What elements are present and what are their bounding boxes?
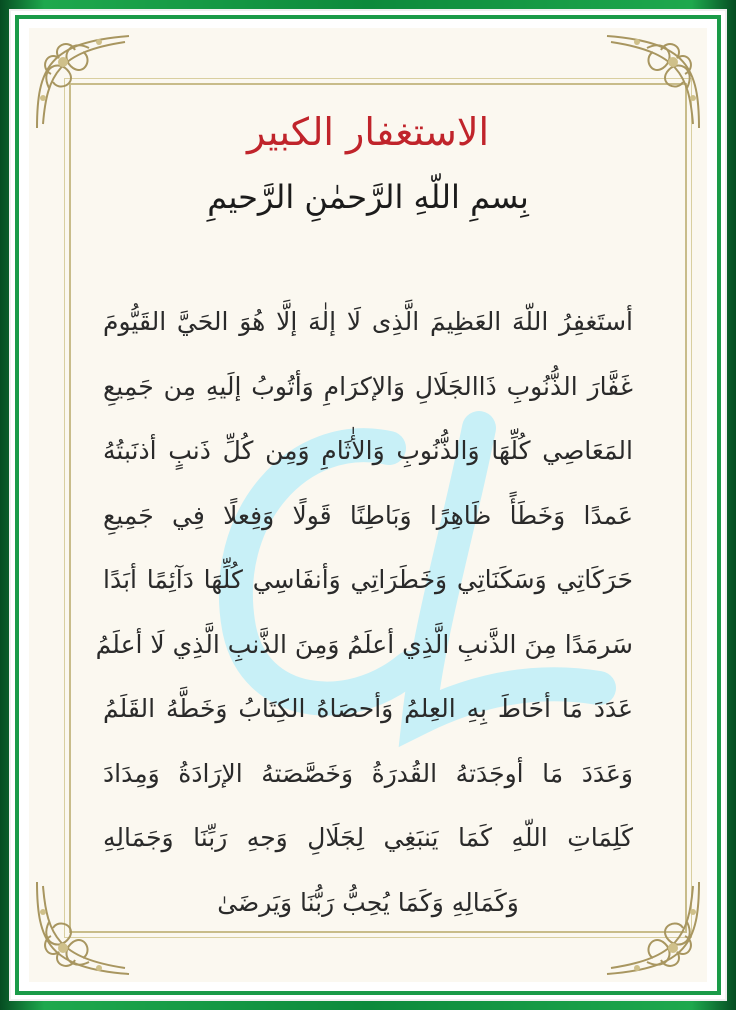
text-line: عَمدًا وَخَطَأً ظَاهِرًا وَبَاطِنًا قَولًا وَفِعلًا فِي جَمِيعِ	[103, 500, 633, 530]
page-title: الاستغفار الكبير	[246, 110, 490, 154]
basmala-heading: بِسمِ اللّهِ الرَّحمٰنِ الرَّحيمِ	[207, 178, 529, 216]
text-line: حَرَكَاتِي وَسَكَنَاتِي وَخَطَرَاتِي وَأنفَاسِي كُلِّهَا دَآئِمًا أبَدًا	[103, 565, 633, 594]
text-line: أستَغفِرُ اللّهَ العَظِيمَ الَّذِى لَا إلٰهَ إلَّا هُوَ الحَيَّ القَيُّومَ	[103, 307, 633, 336]
text-line: سَرمَدًا مِنَ الذَّنبِ الَّذِي أعلَمُ وَمِنَ الذَّنبِ الَّذِي لَا أعلَمُ	[95, 629, 633, 659]
text-line: عَدَدَ مَا أحَاطَ بِهِ العِلمُ وَأحصَاهُ الكِتَابُ وَخَطَّهُ القَلَمُ	[103, 694, 633, 723]
prayer-text	[95, 290, 633, 935]
text-line: غَفَّارَ الذُّنُوبِ ذَاالجَلَالِ وَالإكرَامِ وَأتُوبُ إلَيهِ مِن جَمِيعِ	[103, 371, 633, 401]
text-line: وَكَمَالِهِ وَكَمَا يُحِبُّ رَبُّنَا وَيَرضَىٰ	[217, 887, 519, 917]
document-paper	[29, 28, 707, 982]
text-line: كَلِمَاتِ اللّهِ كَمَا يَنبَغِي لِجَلَالِ وَجهِ رَبِّنَا وَجَمَالِهِ	[103, 823, 633, 852]
text-line: وَعَدَدَ مَا أوجَدَتهُ القُدرَةُ وَخَصَّصَتهُ الإرَادَةُ وَمِدَادَ	[103, 758, 633, 788]
text-line: المَعَاصِي كُلِّهَا وَالذُّنُوبِ وَالأٰثَامِ وَمِن كُلِّ ذَنبٍ أذنَبتُهُ	[103, 436, 633, 465]
